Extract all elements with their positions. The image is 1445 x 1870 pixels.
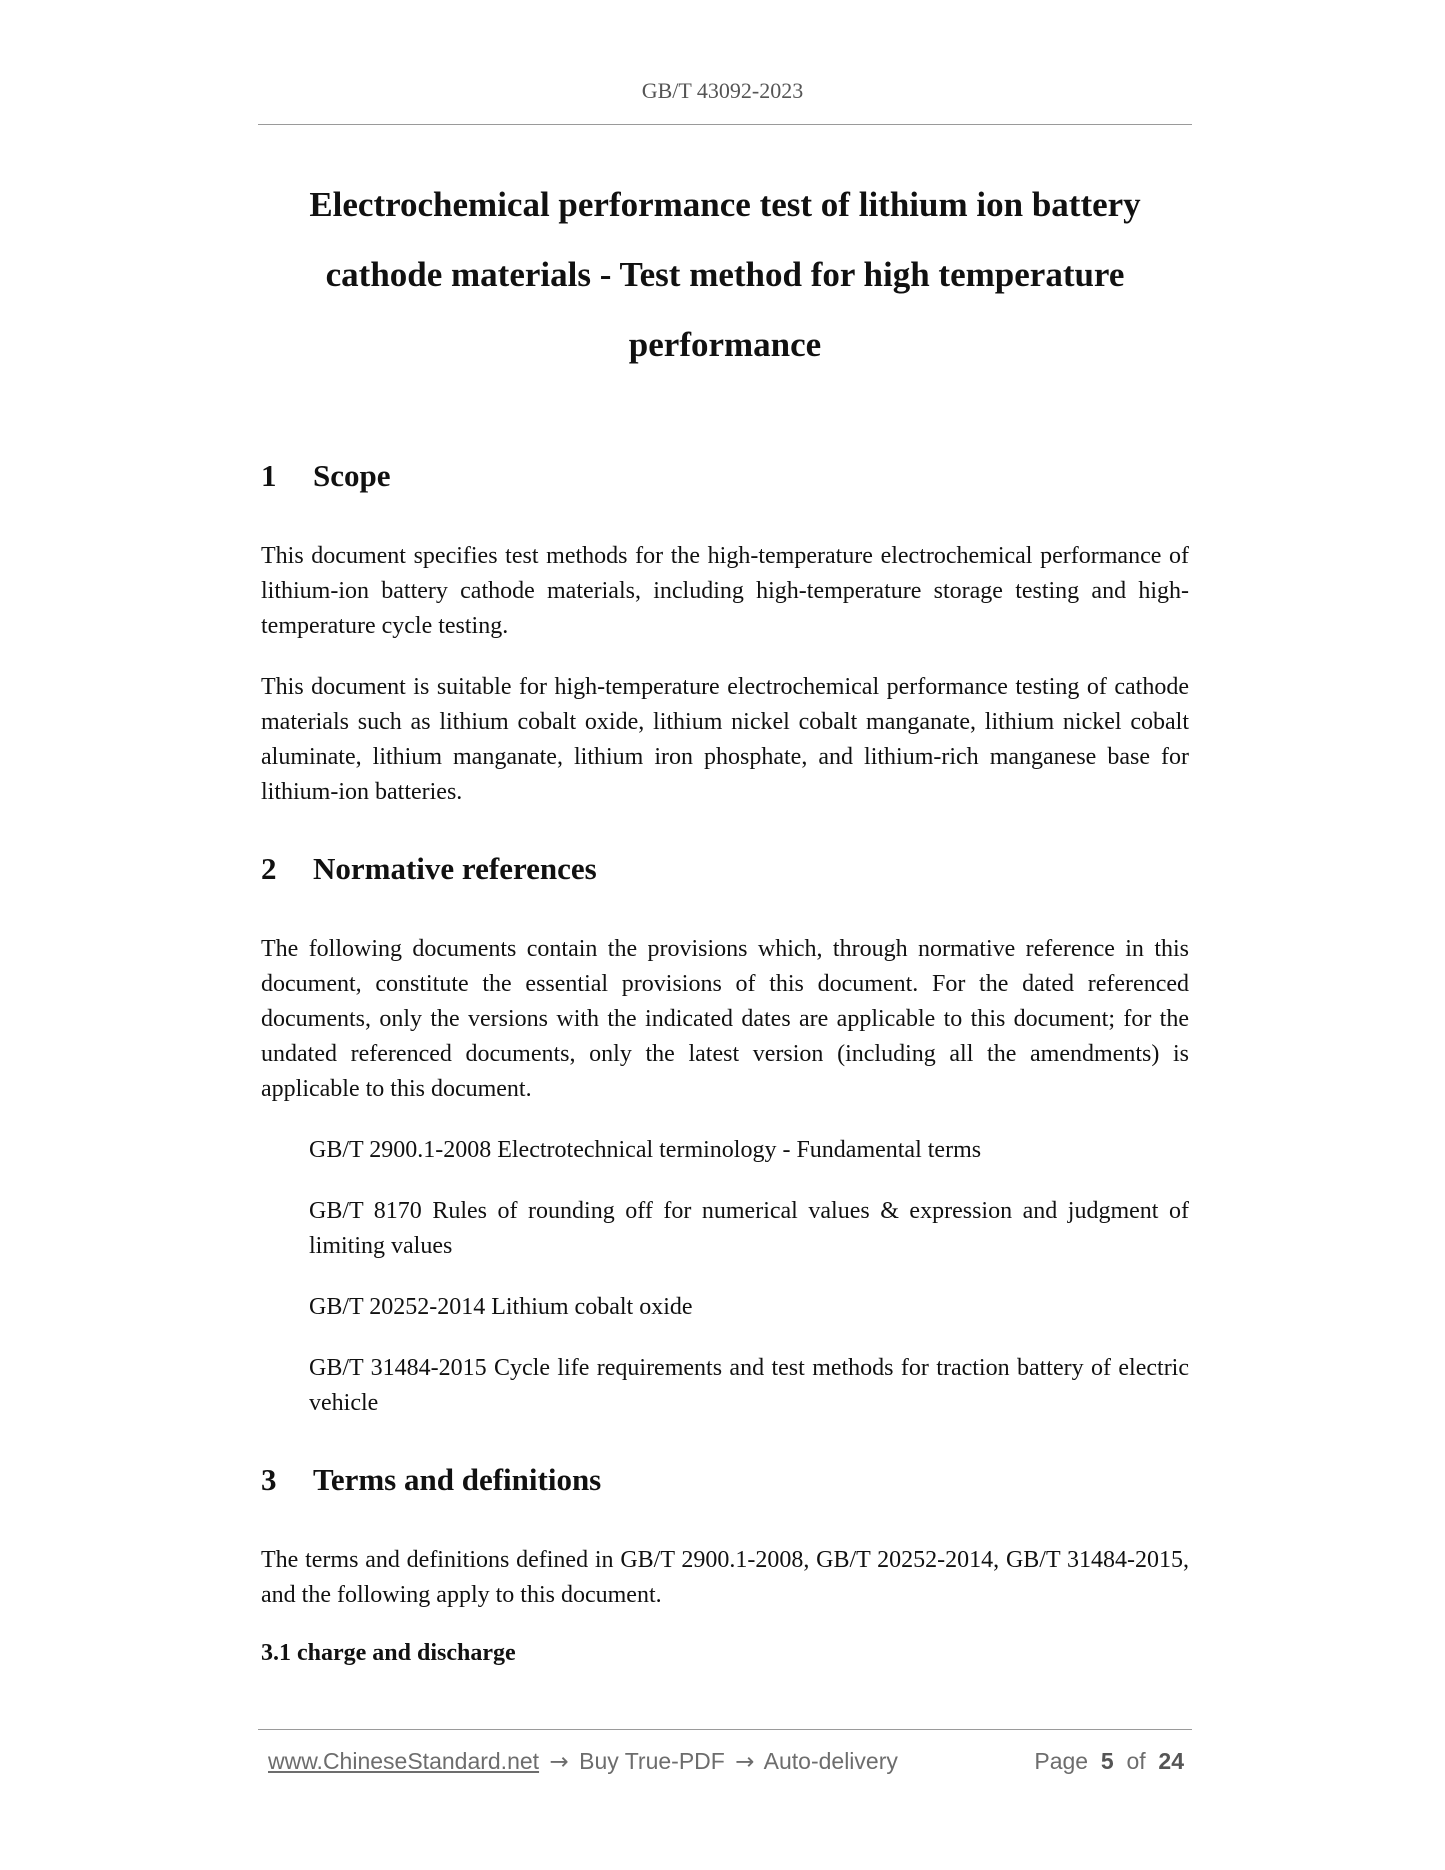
arrow-right-icon: → xyxy=(549,1749,569,1775)
page-current: 5 xyxy=(1100,1748,1114,1774)
buy-pdf-text: Buy True-PDF xyxy=(579,1748,725,1774)
page-counter xyxy=(1034,1748,1184,1775)
terms-paragraph: The terms and definitions defined in GB/T 2900.1-2008, GB/T 20252-2014, GB/T 31484-2015, and the following apply to this document. xyxy=(261,1547,1189,1608)
footer-divider xyxy=(258,1729,1192,1730)
site-link[interactable]: www.ChineseStandard.net xyxy=(268,1748,540,1774)
section-number: 3 xyxy=(261,1462,277,1497)
page-label: Page xyxy=(1034,1748,1089,1774)
normative-paragraph: The following documents contain the provisions which, through normative reference in this document, constitute the essential provisions of this document. For the dated referenced documents, only the versions with the indicated dates are applicable to this document; for the undated referenced documents, only the latest version (including all the amendments) is applicable to this document. xyxy=(261,936,1189,1102)
footer-promo xyxy=(268,1748,898,1775)
page-total: 24 xyxy=(1158,1748,1184,1774)
header-divider xyxy=(258,124,1192,125)
reference-item: GB/T 2900.1-2008 Electrotechnical terminology - Fundamental terms xyxy=(309,1137,982,1163)
section-heading-terms-and-definitions xyxy=(261,1462,601,1498)
document-title xyxy=(258,170,1192,380)
scope-paragraph-1: This document specifies test methods for the high-temperature electrochemical performance of lithium-ion battery cathode materials, including high-temperature storage testing and high-temperature cycle testing. xyxy=(261,543,1189,639)
section-title: Scope xyxy=(313,458,391,493)
arrow-right-icon: → xyxy=(735,1749,755,1775)
subclause-heading: 3.1 charge and discharge xyxy=(261,1640,516,1666)
scope-paragraph-2: This document is suitable for high-temperature electrochemical performance testing of cathode materials such as lithium cobalt oxide, lithium nickel cobalt manganate, lithium nickel cobalt aluminate, lithium manganate, lithium iron phosphate, and lithium-rich manganese base for lithium-ion batteries. xyxy=(261,674,1189,805)
title-line-1: Electrochemical performance test of lithium ion battery xyxy=(309,185,1141,224)
section-heading-scope xyxy=(261,458,391,494)
section-title: Normative references xyxy=(313,851,597,886)
document-code-header: GB/T 43092-2023 xyxy=(641,78,804,103)
reference-item: GB/T 31484-2015 Cycle life requirements and test methods for traction battery of electric vehicle xyxy=(309,1355,1189,1416)
page-footer xyxy=(268,1748,1184,1784)
of-label: of xyxy=(1126,1748,1146,1774)
section-title: Terms and definitions xyxy=(313,1462,602,1497)
auto-delivery-text: Auto-delivery xyxy=(763,1748,898,1774)
section-number: 2 xyxy=(261,851,277,886)
reference-item: GB/T 20252-2014 Lithium cobalt oxide xyxy=(309,1294,693,1320)
section-number: 1 xyxy=(261,458,277,493)
title-line-3: performance xyxy=(628,325,822,364)
reference-item: GB/T 8170 Rules of rounding off for numerical values & expression and judgment of limiting values xyxy=(309,1198,1189,1259)
title-line-2: cathode materials - Test method for high temperature xyxy=(325,255,1125,294)
section-heading-normative-references xyxy=(261,851,597,887)
